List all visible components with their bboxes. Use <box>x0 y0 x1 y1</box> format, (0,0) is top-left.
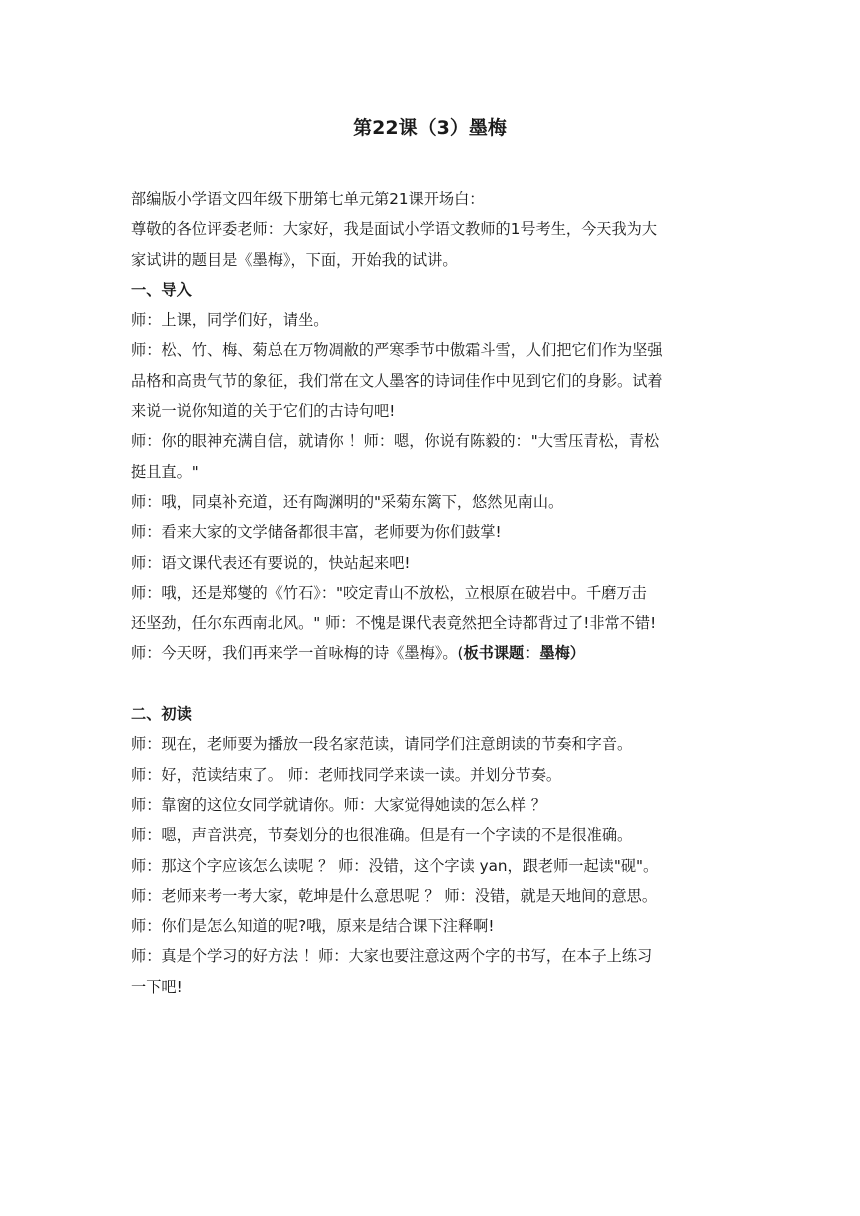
paragraph-line: 师：看来大家的文学储备都很丰富，老师要为你们鼓掌! <box>131 523 502 542</box>
paragraph-line: 还坚劲，任尔东西南北风。" 师：不愧是课代表竟然把全诗都背过了!非常不错! <box>131 614 657 633</box>
paragraph-line: 师：你们是怎么知道的呢?哦，原来是结合课下注释啊! <box>131 917 495 936</box>
blank-line <box>131 669 731 699</box>
paragraph-line: 师：上课，同学们好，请坐。 <box>131 311 329 330</box>
paragraph-line: 师：现在，老师要为播放一段名家范读，请同学们注意朗读的节奏和字音。 <box>131 735 633 754</box>
paragraph-line: 师：松、竹、梅、菊总在万物凋敝的严寒季节中傲霜斗雪，人们把它们作为坚强 <box>131 341 663 360</box>
board-topic: 墨梅 <box>539 644 570 663</box>
paragraph-line: 师：好，范读结束了。 师：老师找同学来读一读。并划分节奏。 <box>131 765 562 784</box>
paragraph-line: 师：那这个字应该怎么读呢 ？ 师：没错，这个字读 yan，跟老师一起读"砚"。 <box>131 856 659 875</box>
paragraph-line: 一下吧! <box>131 977 183 996</box>
board-separator: ： <box>524 644 540 663</box>
board-lead-text: 师：今天呀，我们再来学一首咏梅的诗《墨梅》。( <box>131 644 464 663</box>
paragraph-line: 师：你的眼神充满自信，就请你 ！师：嗯，你说有陈毅的："大雪压青松，青松 <box>131 432 660 451</box>
intro-line: 家试讲的题目是《墨梅》，下面，开始我的试讲。 <box>131 250 458 269</box>
paragraph-line: 挺且直。" <box>131 462 199 481</box>
paragraph-line-board <box>131 638 731 668</box>
paragraph-line: 师：哦，同桌补充道，还有陶渊明的"采菊东篱下，悠然见南山。 <box>131 492 564 511</box>
page-title: 第22课（3）墨梅 <box>353 117 507 139</box>
document-body <box>131 184 731 1002</box>
paragraph-line: 师：哦，还是郑燮的《竹石》："咬定青山不放松，立根原在破岩中。千磨万击 <box>131 583 647 602</box>
paragraph-line: 来说一说你知道的关于它们的古诗句吧! <box>131 402 396 421</box>
intro-label: 部编版小学语文四年级下册第七单元第21课开场白： <box>131 190 485 208</box>
paragraph-line: 师：语文课代表还有要说的，快站起来吧! <box>131 553 411 572</box>
paragraph-line: 师：真是个学习的好方法 ！师：大家也要注意这两个字的书写，在本子上练习 <box>131 947 653 966</box>
paragraph-line: 师：嗯，声音洪亮，节奏划分的也很准确。但是有一个字读的不是很准确。 <box>131 826 633 845</box>
section-heading-intro: 一、导入 <box>131 280 192 299</box>
board-close: ） <box>569 644 585 663</box>
intro-line: 尊敬的各位评委老师：大家好，我是面试小学语文教师的1号考生，今天我为大 <box>131 220 658 239</box>
paragraph-line: 师：靠窗的这位女同学就请你。师：大家觉得她读的怎么样 ？ <box>131 795 546 814</box>
board-label: 板书课题 <box>463 644 525 663</box>
paragraph-line: 品格和高贵气节的象征，我们常在文人墨客的诗词佳作中见到它们的身影。试着 <box>131 371 663 390</box>
paragraph-line: 师：老师来考一考大家，乾坤是什么意思呢 ？ 师：没错，就是天地间的意思。 <box>131 886 658 905</box>
section-heading-first-reading: 二、初读 <box>131 705 192 724</box>
